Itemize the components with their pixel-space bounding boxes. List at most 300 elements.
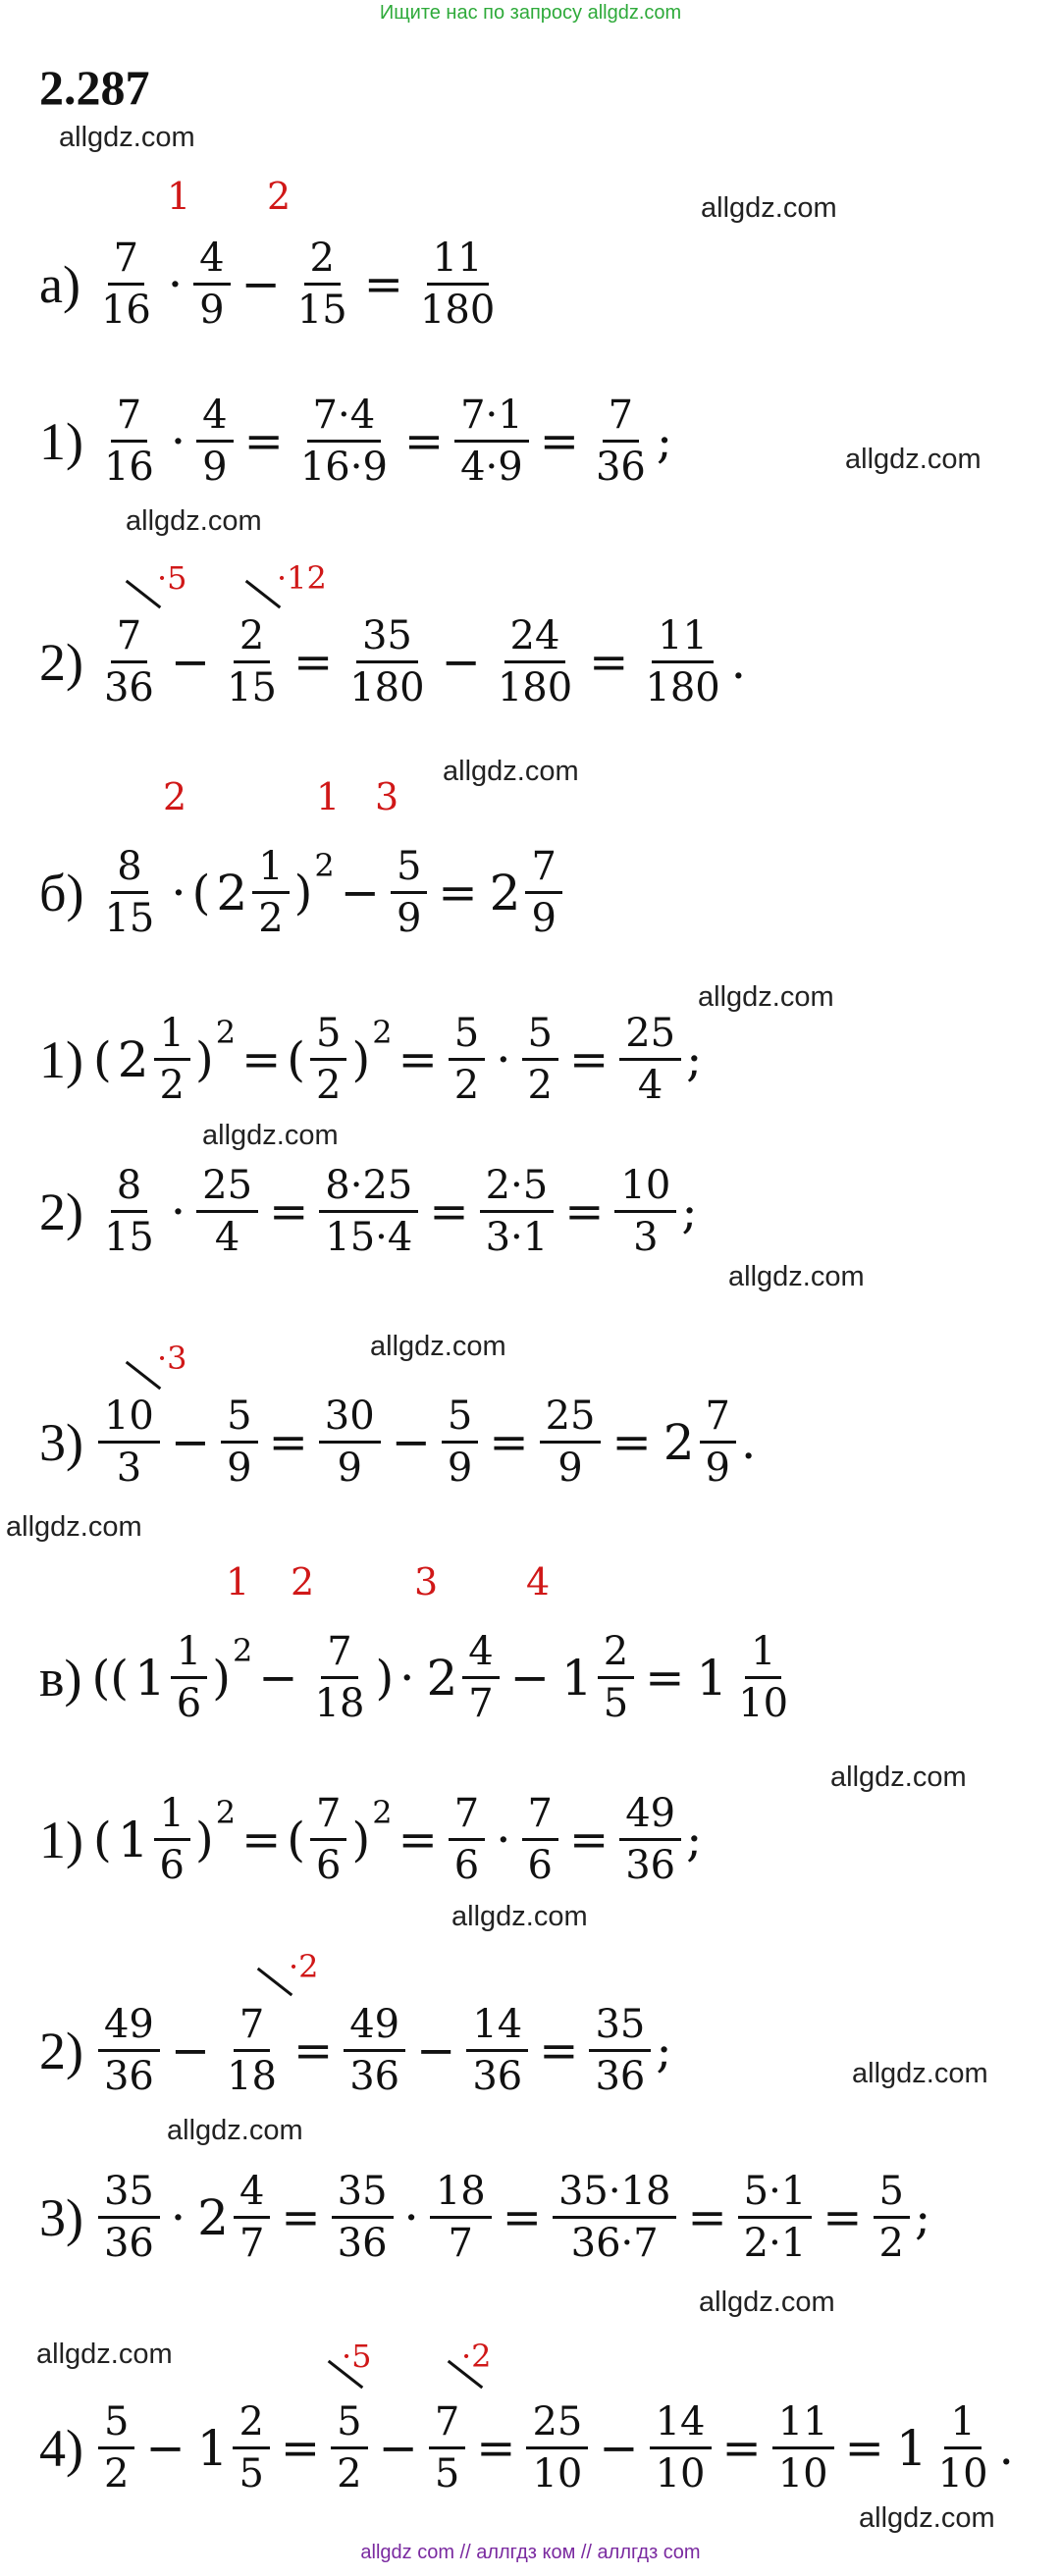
numerator: 10 (98, 1393, 160, 1444)
denominator: 10 (655, 2451, 706, 2497)
numerator: 8 (111, 844, 147, 894)
numerator: 10 (614, 1163, 676, 1213)
numerator: 14 (650, 2399, 712, 2449)
math-symbol: − (509, 1650, 550, 1706)
math-symbol (738, 2169, 813, 2266)
multiplier-mark: ·5 (342, 2338, 372, 2375)
math-symbol (480, 1163, 555, 1260)
numerator: 7 (108, 236, 144, 286)
math-symbol: = (269, 1183, 309, 1239)
numerator: 2 (598, 1629, 634, 1679)
math-symbol: − (170, 2023, 211, 2078)
math-symbol: = (721, 2420, 762, 2476)
math-symbol: = (568, 1031, 610, 1087)
watermark: allgdz.com (830, 1761, 967, 1793)
math-symbol (98, 613, 160, 710)
order-mark: 4 (526, 1560, 551, 1603)
slash-mark (245, 580, 282, 608)
math-symbol: = (403, 413, 445, 469)
math-symbol: 1) (39, 1810, 83, 1869)
denominator: 15 (104, 896, 155, 941)
denominator: 6 (316, 1843, 342, 1888)
math-symbol (639, 613, 725, 710)
numerator: 35 (356, 613, 418, 663)
math-symbol (98, 2169, 160, 2266)
order-mark: 3 (375, 775, 399, 818)
numerator: 4 (196, 393, 233, 443)
step-b-3 (39, 1393, 756, 1491)
denominator: 2 (159, 1063, 185, 1108)
denominator: 9 (557, 1446, 583, 1491)
watermark: allgdz.com (728, 1261, 865, 1292)
math-symbol (252, 844, 289, 941)
numerator: 7 (429, 2399, 465, 2449)
math-symbol: ; (914, 2189, 931, 2245)
math-symbol (650, 2399, 712, 2497)
math-symbol (98, 1163, 160, 1260)
math-symbol: · (403, 2189, 419, 2245)
numerator: 7 (310, 1791, 346, 1841)
watermark: allgdz.com (6, 1511, 142, 1543)
math-symbol: 2) (39, 1182, 83, 1241)
numerator: 35·18 (553, 2169, 677, 2219)
watermark: allgdz.com (167, 2115, 303, 2146)
numerator: 7 (700, 1393, 736, 1444)
order-mark: 1 (226, 1560, 250, 1603)
math-symbol: ( (91, 1650, 111, 1706)
math-symbol: = (476, 2420, 516, 2476)
denominator: 36 (337, 2221, 388, 2266)
math-symbol (196, 393, 233, 490)
watermark: allgdz.com (852, 2058, 988, 2089)
math-symbol (553, 2169, 677, 2266)
numerator: 24 (504, 613, 566, 663)
fraction (292, 236, 353, 333)
math-symbol (221, 613, 283, 710)
step-b-1 (39, 1011, 702, 1108)
math-symbol (196, 1163, 258, 1260)
math-symbol (294, 393, 394, 490)
denominator: 180 (349, 665, 425, 710)
watermark: allgdz.com (845, 444, 981, 475)
math-symbol: − (441, 634, 481, 690)
denominator: 2 (258, 896, 284, 941)
numerator: 7 (111, 613, 147, 663)
denominator: 3 (633, 1215, 659, 1260)
numerator: 49 (344, 2002, 405, 2052)
math-symbol: 1) (39, 411, 83, 471)
math-symbol: = (398, 1031, 438, 1087)
denominator: 9 (447, 1446, 473, 1491)
step-v-1 (39, 1791, 702, 1888)
step-v-4 (39, 2399, 1014, 2497)
denominator: 9 (227, 1446, 252, 1491)
denominator: 36 (595, 2054, 646, 2099)
numerator: 7·1 (454, 393, 529, 443)
numerator: 30 (319, 1393, 381, 1444)
denominator: 5 (434, 2451, 460, 2497)
math-symbol: 2 (372, 1013, 393, 1051)
multiplier-mark: ·2 (289, 1948, 319, 1985)
denominator: 6 (159, 1843, 185, 1888)
math-symbol: = (539, 413, 579, 469)
math-symbol (449, 1011, 485, 1108)
step-v-3 (39, 2169, 930, 2266)
math-symbol: ) (351, 1031, 371, 1087)
denominator: 5 (603, 1681, 629, 1726)
math-symbol: − (170, 634, 211, 690)
numerator: 25 (619, 1011, 681, 1061)
math-symbol (874, 2169, 910, 2266)
math-symbol (466, 2002, 528, 2099)
math-symbol: 2 (117, 1030, 149, 1088)
step-b-2 (39, 1163, 697, 1260)
numerator: 7 (449, 1791, 485, 1841)
math-symbol: = (280, 2420, 321, 2476)
problem-b (39, 844, 567, 941)
math-symbol (454, 393, 529, 490)
math-symbol: 2 (197, 2188, 229, 2246)
math-symbol (319, 1393, 381, 1491)
math-symbol (462, 1629, 499, 1726)
watermark: allgdz.com (451, 1901, 588, 1932)
denominator: 9 (199, 288, 225, 333)
denominator: 10 (937, 2451, 988, 2497)
math-symbol: = (568, 1812, 610, 1867)
watermark: allgdz.com (36, 2339, 173, 2370)
math-symbol: 2 (215, 1013, 237, 1051)
denominator: 36 (625, 1843, 676, 1888)
math-symbol (98, 1393, 160, 1491)
numerator: 5 (310, 1011, 346, 1061)
numerator: 7 (234, 2002, 270, 2052)
numerator: 49 (98, 2002, 160, 2052)
exercise-title: 2.287 (39, 60, 150, 115)
numerator: 5 (442, 1393, 478, 1444)
math-symbol: · (170, 413, 186, 469)
math-symbol (154, 1011, 190, 1108)
math-symbol: = (293, 634, 334, 690)
math-symbol (732, 1629, 794, 1726)
numerator: 25 (540, 1393, 602, 1444)
problem-a (39, 236, 505, 333)
math-symbol: ( (191, 865, 211, 920)
order-mark: 1 (316, 775, 341, 818)
numerator: 1 (944, 2399, 981, 2449)
numerator: 5 (331, 2399, 367, 2449)
watermark: allgdz.com (859, 2502, 995, 2534)
math-symbol: · (170, 1183, 186, 1239)
math-symbol: = (268, 1414, 308, 1470)
numerator: 1 (154, 1791, 190, 1841)
slash-mark (126, 1361, 162, 1390)
math-symbol (310, 1011, 346, 1108)
numerator: 2 (233, 2399, 269, 2449)
numerator: 35 (98, 2169, 160, 2219)
denominator: 7 (448, 2221, 473, 2266)
watermark: allgdz.com (370, 1331, 506, 1362)
math-symbol: 1 (696, 1649, 728, 1707)
math-symbol: ( (92, 1031, 112, 1087)
math-symbol (154, 1791, 190, 1888)
math-symbol: = (589, 634, 629, 690)
math-symbol: · (399, 1650, 415, 1706)
step-v-2 (39, 2002, 672, 2099)
numerator: 2 (234, 613, 270, 663)
math-symbol: 2 (663, 1413, 695, 1471)
math-symbol: = (539, 2023, 579, 2078)
math-symbol: 3) (39, 1412, 83, 1472)
numerator: 1 (154, 1011, 190, 1061)
math-symbol: 2 (314, 846, 335, 884)
math-symbol: . (740, 1414, 757, 1470)
math-symbol: 2 (372, 1793, 393, 1831)
numerator: 8·25 (319, 1163, 418, 1213)
math-symbol: 2) (39, 632, 83, 692)
numerator: 5 (391, 844, 427, 894)
math-symbol: ; (681, 1183, 698, 1239)
denominator: 7 (468, 1681, 494, 1726)
math-symbol (540, 1393, 602, 1491)
top-banner[interactable]: Ищите нас по запросу allgdz.com (379, 2, 682, 24)
fraction (414, 236, 501, 333)
denominator: 10 (777, 2451, 828, 2497)
multiplier-mark: ·3 (157, 1340, 187, 1377)
watermark: allgdz.com (699, 2287, 835, 2318)
math-symbol: − (258, 1650, 298, 1706)
denominator: 9 (531, 896, 557, 941)
math-symbol (98, 393, 160, 490)
math-symbol (429, 2399, 465, 2497)
math-symbol: в) (39, 1648, 82, 1708)
math-symbol (590, 393, 652, 490)
math-symbol (522, 1011, 558, 1108)
denominator: 2 (453, 1063, 480, 1108)
numerator: 7 (522, 1791, 558, 1841)
denominator: 7 (239, 2221, 265, 2266)
math-symbol: 2 (489, 864, 521, 921)
math-symbol (98, 2002, 160, 2099)
numerator: 1 (171, 1629, 207, 1679)
math-symbol: − (416, 2023, 456, 2078)
math-symbol (98, 844, 160, 941)
order-mark: 3 (414, 1560, 439, 1603)
math-symbol (233, 2399, 269, 2497)
math-symbol: 2) (39, 2021, 83, 2080)
math-symbol (171, 1629, 207, 1726)
math-symbol: − (340, 865, 380, 920)
math-symbol (98, 2399, 134, 2497)
numerator: 25 (526, 2399, 588, 2449)
math-symbol (344, 613, 430, 710)
numerator: 49 (619, 1791, 681, 1841)
denominator: 15 (103, 1215, 154, 1260)
numerator: 18 (430, 2169, 492, 2219)
denominator: 9 (705, 1446, 730, 1491)
numerator: 4 (193, 236, 230, 286)
fraction (193, 236, 230, 333)
math-symbol: ) (194, 1812, 214, 1867)
math-symbol: − (599, 2420, 639, 2476)
numerator: 35 (332, 2169, 394, 2219)
numerator: 7·4 (307, 393, 382, 443)
denominator: 15·4 (325, 1215, 413, 1260)
numerator: 2 (304, 236, 341, 286)
numerator: 7 (525, 844, 561, 894)
math-symbol: ; (656, 2023, 672, 2078)
math-symbol: ( (287, 1812, 306, 1867)
math-symbol: − (170, 1414, 211, 1470)
numerator: 1 (252, 844, 289, 894)
watermark: allgdz.com (126, 505, 262, 537)
denominator: 6 (453, 1843, 480, 1888)
denominator: 9 (337, 1446, 362, 1491)
math-symbol (221, 2002, 283, 2099)
math-symbol (309, 1629, 371, 1726)
math-symbol: ) (194, 1031, 214, 1087)
math-symbol: ( (92, 1812, 112, 1867)
math-symbol: = (611, 1414, 652, 1470)
math-symbol: ; (686, 1812, 703, 1867)
numerator: 4 (462, 1629, 499, 1679)
math-symbol: − (391, 1414, 431, 1470)
numerator: 11 (652, 613, 714, 663)
math-symbol: = (438, 865, 478, 920)
math-symbol: − (240, 256, 281, 312)
denominator: 180 (497, 665, 573, 710)
watermark: allgdz.com (59, 122, 195, 153)
math-symbol: = (489, 1414, 529, 1470)
numerator: 5 (221, 1393, 257, 1444)
denominator: 6 (176, 1681, 202, 1726)
math-symbol (598, 1629, 634, 1726)
denominator: 16·9 (299, 445, 388, 490)
math-symbol: 1) (39, 1029, 83, 1089)
math-symbol: ) (212, 1650, 231, 1706)
watermark: allgdz.com (443, 756, 579, 787)
denominator: 15 (296, 288, 347, 333)
math-symbol (619, 1011, 681, 1108)
math-symbol: · (496, 1812, 511, 1867)
math-symbol: = (687, 2189, 727, 2245)
math-symbol: 4) (39, 2418, 83, 2478)
math-symbol (614, 1163, 676, 1260)
denominator: 36 (103, 2054, 154, 2099)
denominator: 2 (337, 2451, 362, 2497)
denominator: 15 (227, 665, 278, 710)
numerator: 7 (321, 1629, 357, 1679)
denominator: 18 (314, 1681, 365, 1726)
numerator: 4 (234, 2169, 270, 2219)
math-symbol: = (502, 2189, 542, 2245)
math-symbol: · (171, 865, 186, 920)
numerator: 5 (874, 2169, 910, 2219)
denominator: 5 (239, 2451, 264, 2497)
math-symbol: 1 (196, 2419, 229, 2477)
denominator: 36·7 (570, 2221, 659, 2266)
math-symbol: = (281, 2189, 321, 2245)
math-symbol (344, 2002, 405, 2099)
math-symbol (589, 2002, 651, 2099)
denominator: 3 (116, 1446, 142, 1491)
math-symbol: 2 (216, 864, 248, 921)
denominator: 10 (738, 1681, 789, 1726)
denominator: 6 (527, 1843, 553, 1888)
math-symbol (221, 1393, 257, 1491)
math-symbol: . (998, 2420, 1014, 2476)
math-symbol (522, 1791, 558, 1888)
numerator: 5 (98, 2399, 134, 2449)
denominator: 36 (103, 2221, 154, 2266)
math-symbol: = (822, 2189, 863, 2245)
numerator: 8 (111, 1163, 147, 1213)
denominator: 2·1 (743, 2221, 807, 2266)
denominator: 2 (316, 1063, 342, 1108)
denominator: 180 (645, 665, 720, 710)
fraction (95, 236, 157, 333)
math-symbol (449, 1791, 485, 1888)
denominator: 36 (349, 2054, 400, 2099)
math-symbol (319, 1163, 418, 1260)
math-symbol: ( (110, 1650, 129, 1706)
order-mark: 2 (267, 175, 292, 218)
numerator: 2·5 (480, 1163, 555, 1213)
math-symbol: = (293, 2023, 334, 2078)
math-symbol: = (844, 2420, 884, 2476)
footer-links[interactable]: allgdz com // аллгдз ком // аллгдз com (360, 2542, 701, 2563)
slash-mark (257, 1968, 293, 1996)
math-symbol (430, 2169, 492, 2266)
math-symbol: ; (686, 1031, 703, 1087)
math-symbol: 2 (215, 1793, 237, 1831)
numerator: 11 (427, 236, 489, 286)
multiplier-mark: ·12 (277, 559, 327, 597)
math-symbol: = (363, 256, 403, 312)
numerator: 5 (449, 1011, 485, 1061)
math-symbol: 1 (560, 1649, 593, 1707)
math-symbol: 1 (895, 2419, 928, 2477)
step-a-2 (39, 613, 746, 710)
math-symbol (526, 2399, 588, 2497)
denominator: 16 (103, 445, 154, 490)
denominator: 36 (472, 2054, 523, 2099)
math-symbol: = (564, 1183, 605, 1239)
math-symbol: − (145, 2420, 186, 2476)
step-a-1 (39, 393, 672, 490)
math-symbol: = (429, 1183, 469, 1239)
math-symbol (331, 2399, 367, 2497)
denominator: 3·1 (485, 1215, 549, 1260)
multiplier-mark: ·5 (157, 559, 187, 597)
math-symbol: − (378, 2420, 418, 2476)
math-symbol (525, 844, 561, 941)
denominator: 4 (637, 1063, 663, 1108)
math-symbol (932, 2399, 994, 2497)
numerator: 7 (111, 393, 147, 443)
math-symbol: = (243, 413, 284, 469)
denominator: 36 (595, 445, 646, 490)
denominator: 9 (202, 445, 228, 490)
math-symbol: = (645, 1650, 685, 1706)
order-mark: 2 (163, 775, 187, 818)
denominator: 18 (227, 2054, 278, 2099)
math-symbol: ) (351, 1812, 371, 1867)
denominator: 180 (419, 288, 496, 333)
math-symbol (332, 2169, 394, 2266)
watermark: allgdz.com (698, 981, 834, 1013)
order-mark: 2 (291, 1560, 315, 1603)
math-symbol: · (496, 1031, 511, 1087)
